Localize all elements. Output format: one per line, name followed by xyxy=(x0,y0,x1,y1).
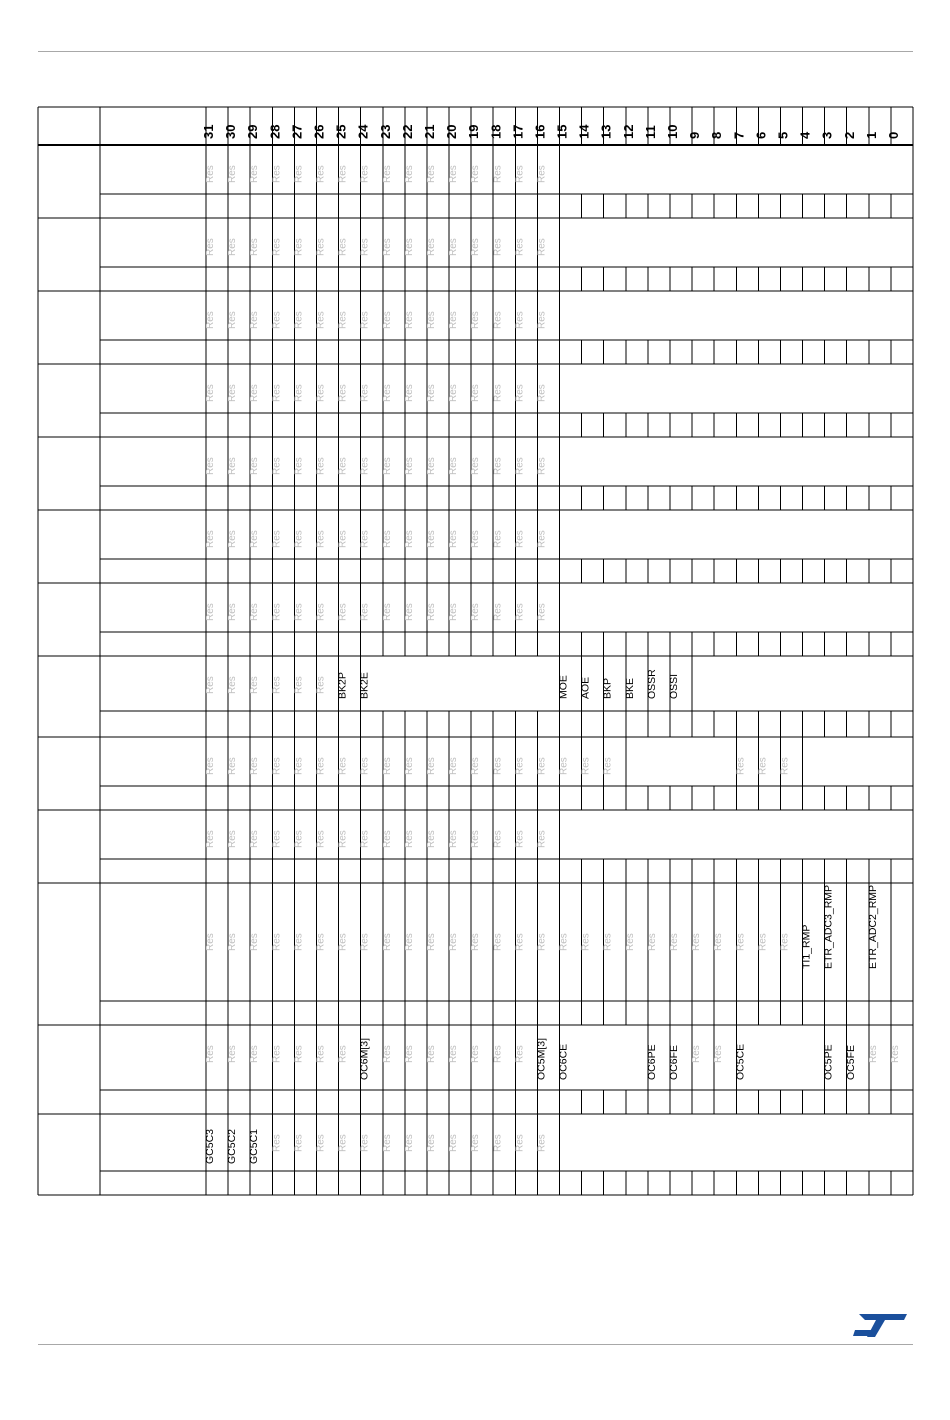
reserved-bit-label: Res xyxy=(492,457,504,475)
reserved-bit-label: Res xyxy=(403,1045,415,1063)
reserved-bit-label: Res xyxy=(470,311,482,329)
reserved-bit-label: Res xyxy=(425,311,437,329)
reserved-bit-label: Res xyxy=(227,1045,239,1063)
reserved-bit-label: Res xyxy=(558,757,570,775)
reserved-bit-label: Res xyxy=(315,311,327,329)
reserved-bit-label: Res xyxy=(425,1134,437,1152)
reserved-bit-label: Res xyxy=(205,384,217,402)
reserved-bit-label: Res xyxy=(492,384,504,402)
bit-number-22: 22 xyxy=(399,124,415,139)
reserved-bit-label: Res xyxy=(249,384,261,402)
reserved-bit-label: Res xyxy=(779,757,791,775)
reserved-bit-label: Res xyxy=(315,933,327,951)
reserved-bit-label: Res xyxy=(271,1045,283,1063)
reserved-bit-label: Res xyxy=(271,676,283,694)
reserved-bit-label: Res xyxy=(514,457,526,475)
st-logo-icon xyxy=(853,1310,909,1340)
reserved-bit-label: Res xyxy=(580,933,592,951)
reserved-bit-label: Res xyxy=(381,1045,393,1063)
reserved-bit-label: Res xyxy=(492,933,504,951)
reserved-bit-label: Res xyxy=(403,530,415,548)
reserved-bit-label: Res xyxy=(470,603,482,621)
reserved-bit-label: Res xyxy=(271,384,283,402)
reserved-bit-label: Res xyxy=(735,757,747,775)
reserved-bit-label: Res xyxy=(470,165,482,183)
field-label-ossi: OSSI xyxy=(668,673,681,699)
reserved-bit-label: Res xyxy=(227,603,239,621)
reserved-bit-label: Res xyxy=(293,676,305,694)
reserved-bit-label: Res xyxy=(403,757,415,775)
reserved-bit-label: Res xyxy=(271,165,283,183)
bit-number-23: 23 xyxy=(377,124,393,139)
reserved-bit-label: Res xyxy=(403,384,415,402)
field-label-ti1-rmp: TI1_RMP xyxy=(800,924,813,969)
reserved-bit-label: Res xyxy=(337,457,349,475)
reserved-bit-label: Res xyxy=(359,1134,371,1152)
reserved-bit-label: Res xyxy=(227,530,239,548)
reserved-bit-label: Res xyxy=(470,457,482,475)
reserved-bit-label: Res xyxy=(735,933,747,951)
reserved-bit-label: Res xyxy=(337,933,349,951)
reserved-bit-label: Res xyxy=(514,830,526,848)
reserved-bit-label: Res xyxy=(359,830,371,848)
reserved-bit-label: Res xyxy=(249,457,261,475)
reserved-bit-label: Res xyxy=(470,830,482,848)
reserved-bit-label: Res xyxy=(249,1045,261,1063)
reserved-bit-label: Res xyxy=(470,933,482,951)
reserved-bit-label: Res xyxy=(227,457,239,475)
reserved-bit-label: Res xyxy=(315,530,327,548)
reserved-bit-label: Res xyxy=(249,757,261,775)
reserved-bit-label: Res xyxy=(779,933,791,951)
reserved-bit-label: Res xyxy=(381,165,393,183)
reserved-bit-label: Res xyxy=(315,238,327,256)
reserved-bit-label: Res xyxy=(359,238,371,256)
reserved-bit-label: Res xyxy=(315,165,327,183)
reserved-bit-label: Res xyxy=(271,757,283,775)
reserved-bit-label: Res xyxy=(425,530,437,548)
reserved-bit-label: Res xyxy=(205,603,217,621)
bit-number-30: 30 xyxy=(223,124,239,139)
reserved-bit-label: Res xyxy=(867,1045,879,1063)
reserved-bit-label: Res xyxy=(293,165,305,183)
reserved-bit-label: Res xyxy=(536,757,548,775)
reserved-bit-label: Res xyxy=(580,757,592,775)
field-label-oc6pe: OC6PE xyxy=(645,1044,658,1080)
reserved-bit-label: Res xyxy=(448,530,460,548)
reserved-bit-label: Res xyxy=(536,933,548,951)
reserved-bit-label: Res xyxy=(315,603,327,621)
reserved-bit-label: Res xyxy=(205,830,217,848)
reserved-bit-label: Res xyxy=(470,238,482,256)
reserved-bit-label: Res xyxy=(403,830,415,848)
reserved-bit-label: Res xyxy=(271,1134,283,1152)
reserved-bit-label: Res xyxy=(271,603,283,621)
bit-number-13: 13 xyxy=(598,124,614,139)
bit-number-20: 20 xyxy=(444,124,460,139)
bit-number-1: 1 xyxy=(863,131,879,139)
field-label-oc5ce: OC5CE xyxy=(734,1043,747,1080)
reserved-bit-label: Res xyxy=(227,238,239,256)
reserved-bit-label: Res xyxy=(425,238,437,256)
reserved-bit-label: Res xyxy=(492,238,504,256)
reserved-bit-label: Res xyxy=(536,530,548,548)
reserved-bit-label: Res xyxy=(425,603,437,621)
reserved-bit-label: Res xyxy=(359,457,371,475)
field-label-oc5pe: OC5PE xyxy=(822,1044,835,1080)
reserved-bit-label: Res xyxy=(381,1134,393,1152)
reserved-bit-label: Res xyxy=(227,384,239,402)
field-label-ossr: OSSR xyxy=(645,669,658,699)
field-label-gc5c2: GC5C2 xyxy=(226,1128,239,1164)
bit-number-21: 21 xyxy=(421,124,437,139)
reserved-bit-label: Res xyxy=(403,603,415,621)
reserved-bit-label: Res xyxy=(359,933,371,951)
reserved-bit-label: Res xyxy=(337,830,349,848)
reserved-bit-label: Res xyxy=(624,933,636,951)
reserved-bit-label: Res xyxy=(514,311,526,329)
reserved-bit-label: Res xyxy=(403,457,415,475)
reserved-bit-label: Res xyxy=(293,1045,305,1063)
bit-number-31: 31 xyxy=(201,124,217,139)
reserved-bit-label: Res xyxy=(381,933,393,951)
reserved-bit-label: Res xyxy=(403,238,415,256)
reserved-bit-label: Res xyxy=(315,384,327,402)
reserved-bit-label: Res xyxy=(271,530,283,548)
reserved-bit-label: Res xyxy=(293,603,305,621)
bit-number-12: 12 xyxy=(620,124,636,139)
reserved-bit-label: Res xyxy=(293,530,305,548)
reserved-bit-label: Res xyxy=(536,603,548,621)
field-label-etr-adc2-rmp: ETR_ADC2_RMP xyxy=(866,884,879,969)
reserved-bit-label: Res xyxy=(381,530,393,548)
reserved-bit-label: Res xyxy=(403,1134,415,1152)
bit-number-28: 28 xyxy=(267,124,283,139)
reserved-bit-label: Res xyxy=(359,384,371,402)
reserved-bit-label: Res xyxy=(249,676,261,694)
reserved-bit-label: Res xyxy=(602,933,614,951)
reserved-bit-label: Res xyxy=(448,457,460,475)
reserved-bit-label: Res xyxy=(381,238,393,256)
bit-number-18: 18 xyxy=(488,124,504,139)
reserved-bit-label: Res xyxy=(713,933,725,951)
reserved-bit-label: Res xyxy=(337,530,349,548)
bit-number-24: 24 xyxy=(355,124,371,139)
reserved-bit-label: Res xyxy=(889,1045,901,1063)
reserved-bit-label: Res xyxy=(359,603,371,621)
reserved-bit-label: Res xyxy=(227,933,239,951)
reserved-bit-label: Res xyxy=(205,238,217,256)
reserved-bit-label: Res xyxy=(514,530,526,548)
reserved-bit-label: Res xyxy=(536,165,548,183)
field-label-gc5c1: GC5C1 xyxy=(248,1128,261,1164)
reserved-bit-label: Res xyxy=(492,1045,504,1063)
reserved-bit-label: Res xyxy=(492,603,504,621)
reserved-bit-label: Res xyxy=(293,384,305,402)
bit-number-3: 3 xyxy=(819,131,835,139)
bit-number-25: 25 xyxy=(333,124,349,139)
reserved-bit-label: Res xyxy=(205,165,217,183)
reserved-bit-label: Res xyxy=(470,1134,482,1152)
reserved-bit-label: Res xyxy=(337,603,349,621)
reserved-bit-label: Res xyxy=(602,757,614,775)
reserved-bit-label: Res xyxy=(381,457,393,475)
reserved-bit-label: Res xyxy=(448,933,460,951)
bit-number-4: 4 xyxy=(797,131,813,139)
reserved-bit-label: Res xyxy=(448,311,460,329)
field-label-oc6m-3-: OC6M[3] xyxy=(358,1037,371,1080)
field-label-gc5c3: GC5C3 xyxy=(204,1128,217,1164)
bit-number-2: 2 xyxy=(841,131,857,139)
reserved-bit-label: Res xyxy=(381,384,393,402)
reserved-bit-label: Res xyxy=(425,457,437,475)
field-label-bke: BKE xyxy=(623,677,636,699)
field-label-oc6ce: OC6CE xyxy=(557,1043,570,1080)
reserved-bit-label: Res xyxy=(713,1045,725,1063)
reserved-bit-label: Res xyxy=(359,311,371,329)
reserved-bit-label: Res xyxy=(205,757,217,775)
reserved-bit-label: Res xyxy=(514,238,526,256)
bit-number-16: 16 xyxy=(532,124,548,139)
field-label-oc5fe: OC5FE xyxy=(844,1044,857,1080)
reserved-bit-label: Res xyxy=(558,933,570,951)
reserved-bit-label: Res xyxy=(514,933,526,951)
reserved-bit-label: Res xyxy=(448,1134,460,1152)
bit-number-17: 17 xyxy=(510,124,526,139)
bit-number-14: 14 xyxy=(576,124,592,139)
reserved-bit-label: Res xyxy=(448,830,460,848)
bit-number-6: 6 xyxy=(753,131,769,139)
reserved-bit-label: Res xyxy=(337,311,349,329)
reserved-bit-label: Res xyxy=(691,933,703,951)
bit-number-8: 8 xyxy=(709,131,725,139)
reserved-bit-label: Res xyxy=(403,933,415,951)
field-label-moe: MOE xyxy=(557,675,570,699)
reserved-bit-label: Res xyxy=(249,933,261,951)
reserved-bit-label: Res xyxy=(492,757,504,775)
bit-number-7: 7 xyxy=(731,131,747,139)
reserved-bit-label: Res xyxy=(492,830,504,848)
reserved-bit-label: Res xyxy=(337,238,349,256)
reserved-bit-label: Res xyxy=(293,238,305,256)
reserved-bit-label: Res xyxy=(514,757,526,775)
field-label-oc6fe: OC6FE xyxy=(668,1044,681,1080)
field-label-bkp: BKP xyxy=(601,677,614,699)
reserved-bit-label: Res xyxy=(536,238,548,256)
reserved-bit-label: Res xyxy=(227,311,239,329)
reserved-bit-label: Res xyxy=(536,1134,548,1152)
reserved-bit-label: Res xyxy=(381,311,393,329)
reserved-bit-label: Res xyxy=(205,457,217,475)
reserved-bit-label: Res xyxy=(492,165,504,183)
reserved-bit-label: Res xyxy=(293,757,305,775)
reserved-bit-label: Res xyxy=(337,1134,349,1152)
reserved-bit-label: Res xyxy=(293,457,305,475)
reserved-bit-label: Res xyxy=(249,603,261,621)
reserved-bit-label: Res xyxy=(227,757,239,775)
reserved-bit-label: Res xyxy=(691,1045,703,1063)
bit-number-9: 9 xyxy=(687,131,703,139)
reserved-bit-label: Res xyxy=(315,457,327,475)
reserved-bit-label: Res xyxy=(227,165,239,183)
reserved-bit-label: Res xyxy=(448,384,460,402)
bit-number-15: 15 xyxy=(554,124,570,139)
reserved-bit-label: Res xyxy=(293,933,305,951)
reserved-bit-label: Res xyxy=(425,933,437,951)
reserved-bit-label: Res xyxy=(492,1134,504,1152)
reserved-bit-label: Res xyxy=(315,1134,327,1152)
reserved-bit-label: Res xyxy=(249,530,261,548)
reserved-bit-label: Res xyxy=(425,384,437,402)
reserved-bit-label: Res xyxy=(227,830,239,848)
reserved-bit-label: Res xyxy=(337,757,349,775)
reserved-bit-label: Res xyxy=(381,830,393,848)
reserved-bit-label: Res xyxy=(293,1134,305,1152)
reserved-bit-label: Res xyxy=(470,384,482,402)
reserved-bit-label: Res xyxy=(470,757,482,775)
reserved-bit-label: Res xyxy=(337,1045,349,1063)
bit-number-19: 19 xyxy=(466,124,482,139)
reserved-bit-label: Res xyxy=(536,457,548,475)
reserved-bit-label: Res xyxy=(205,933,217,951)
reserved-bit-label: Res xyxy=(271,933,283,951)
reserved-bit-label: Res xyxy=(271,457,283,475)
reserved-bit-label: Res xyxy=(249,830,261,848)
reserved-bit-label: Res xyxy=(205,530,217,548)
reserved-bit-label: Res xyxy=(425,1045,437,1063)
reserved-bit-label: Res xyxy=(293,311,305,329)
reserved-bit-label: Res xyxy=(205,1045,217,1063)
reserved-bit-label: Res xyxy=(315,830,327,848)
reserved-bit-label: Res xyxy=(381,757,393,775)
reserved-bit-label: Res xyxy=(205,676,217,694)
reserved-bit-label: Res xyxy=(359,757,371,775)
reserved-bit-label: Res xyxy=(205,311,217,329)
reserved-bit-label: Res xyxy=(381,603,393,621)
field-label-aoe: AOE xyxy=(579,676,592,699)
bit-number-26: 26 xyxy=(311,124,327,139)
reserved-bit-label: Res xyxy=(403,165,415,183)
reserved-bit-label: Res xyxy=(293,830,305,848)
reserved-bit-label: Res xyxy=(249,311,261,329)
reserved-bit-label: Res xyxy=(249,165,261,183)
reserved-bit-label: Res xyxy=(492,311,504,329)
reserved-bit-label: Res xyxy=(425,830,437,848)
reserved-bit-label: Res xyxy=(315,1045,327,1063)
reserved-bit-label: Res xyxy=(514,384,526,402)
reserved-bit-label: Res xyxy=(359,165,371,183)
reserved-bit-label: Res xyxy=(514,603,526,621)
reserved-bit-label: Res xyxy=(448,1045,460,1063)
reserved-bit-label: Res xyxy=(669,933,681,951)
reserved-bit-label: Res xyxy=(514,1045,526,1063)
reserved-bit-label: Res xyxy=(514,1134,526,1152)
bit-number-0: 0 xyxy=(885,131,901,139)
bit-number-27: 27 xyxy=(289,124,305,139)
reserved-bit-label: Res xyxy=(448,603,460,621)
reserved-bit-label: Res xyxy=(536,384,548,402)
reserved-bit-label: Res xyxy=(536,830,548,848)
reserved-bit-label: Res xyxy=(315,676,327,694)
field-label-oc5m-3-: OC5M[3] xyxy=(535,1037,548,1080)
reserved-bit-label: Res xyxy=(492,530,504,548)
reserved-bit-label: Res xyxy=(315,757,327,775)
reserved-bit-label: Res xyxy=(448,757,460,775)
reserved-bit-label: Res xyxy=(271,830,283,848)
reserved-bit-label: Res xyxy=(448,238,460,256)
reserved-bit-label: Res xyxy=(271,238,283,256)
reserved-bit-label: Res xyxy=(470,1045,482,1063)
field-label-etr-adc3-rmp: ETR_ADC3_RMP xyxy=(822,884,835,969)
reserved-bit-label: Res xyxy=(271,311,283,329)
reserved-bit-label: Res xyxy=(359,530,371,548)
reserved-bit-label: Res xyxy=(757,757,769,775)
reserved-bit-label: Res xyxy=(337,165,349,183)
reserved-bit-label: Res xyxy=(425,165,437,183)
bit-number-5: 5 xyxy=(775,131,791,139)
reserved-bit-label: Res xyxy=(337,384,349,402)
field-label-bk2p: BK2P xyxy=(336,672,349,699)
reserved-bit-label: Res xyxy=(249,238,261,256)
reserved-bit-label: Res xyxy=(470,530,482,548)
reserved-bit-label: Res xyxy=(646,933,658,951)
reserved-bit-label: Res xyxy=(403,311,415,329)
reserved-bit-label: Res xyxy=(757,933,769,951)
bit-number-11: 11 xyxy=(642,125,658,139)
bit-number-29: 29 xyxy=(245,124,261,139)
bit-number-10: 10 xyxy=(665,124,681,139)
reserved-bit-label: Res xyxy=(425,757,437,775)
reserved-bit-label: Res xyxy=(227,676,239,694)
reserved-bit-label: Res xyxy=(536,311,548,329)
field-label-bk2e: BK2E xyxy=(358,672,371,699)
reserved-bit-label: Res xyxy=(514,165,526,183)
reserved-bit-label: Res xyxy=(448,165,460,183)
